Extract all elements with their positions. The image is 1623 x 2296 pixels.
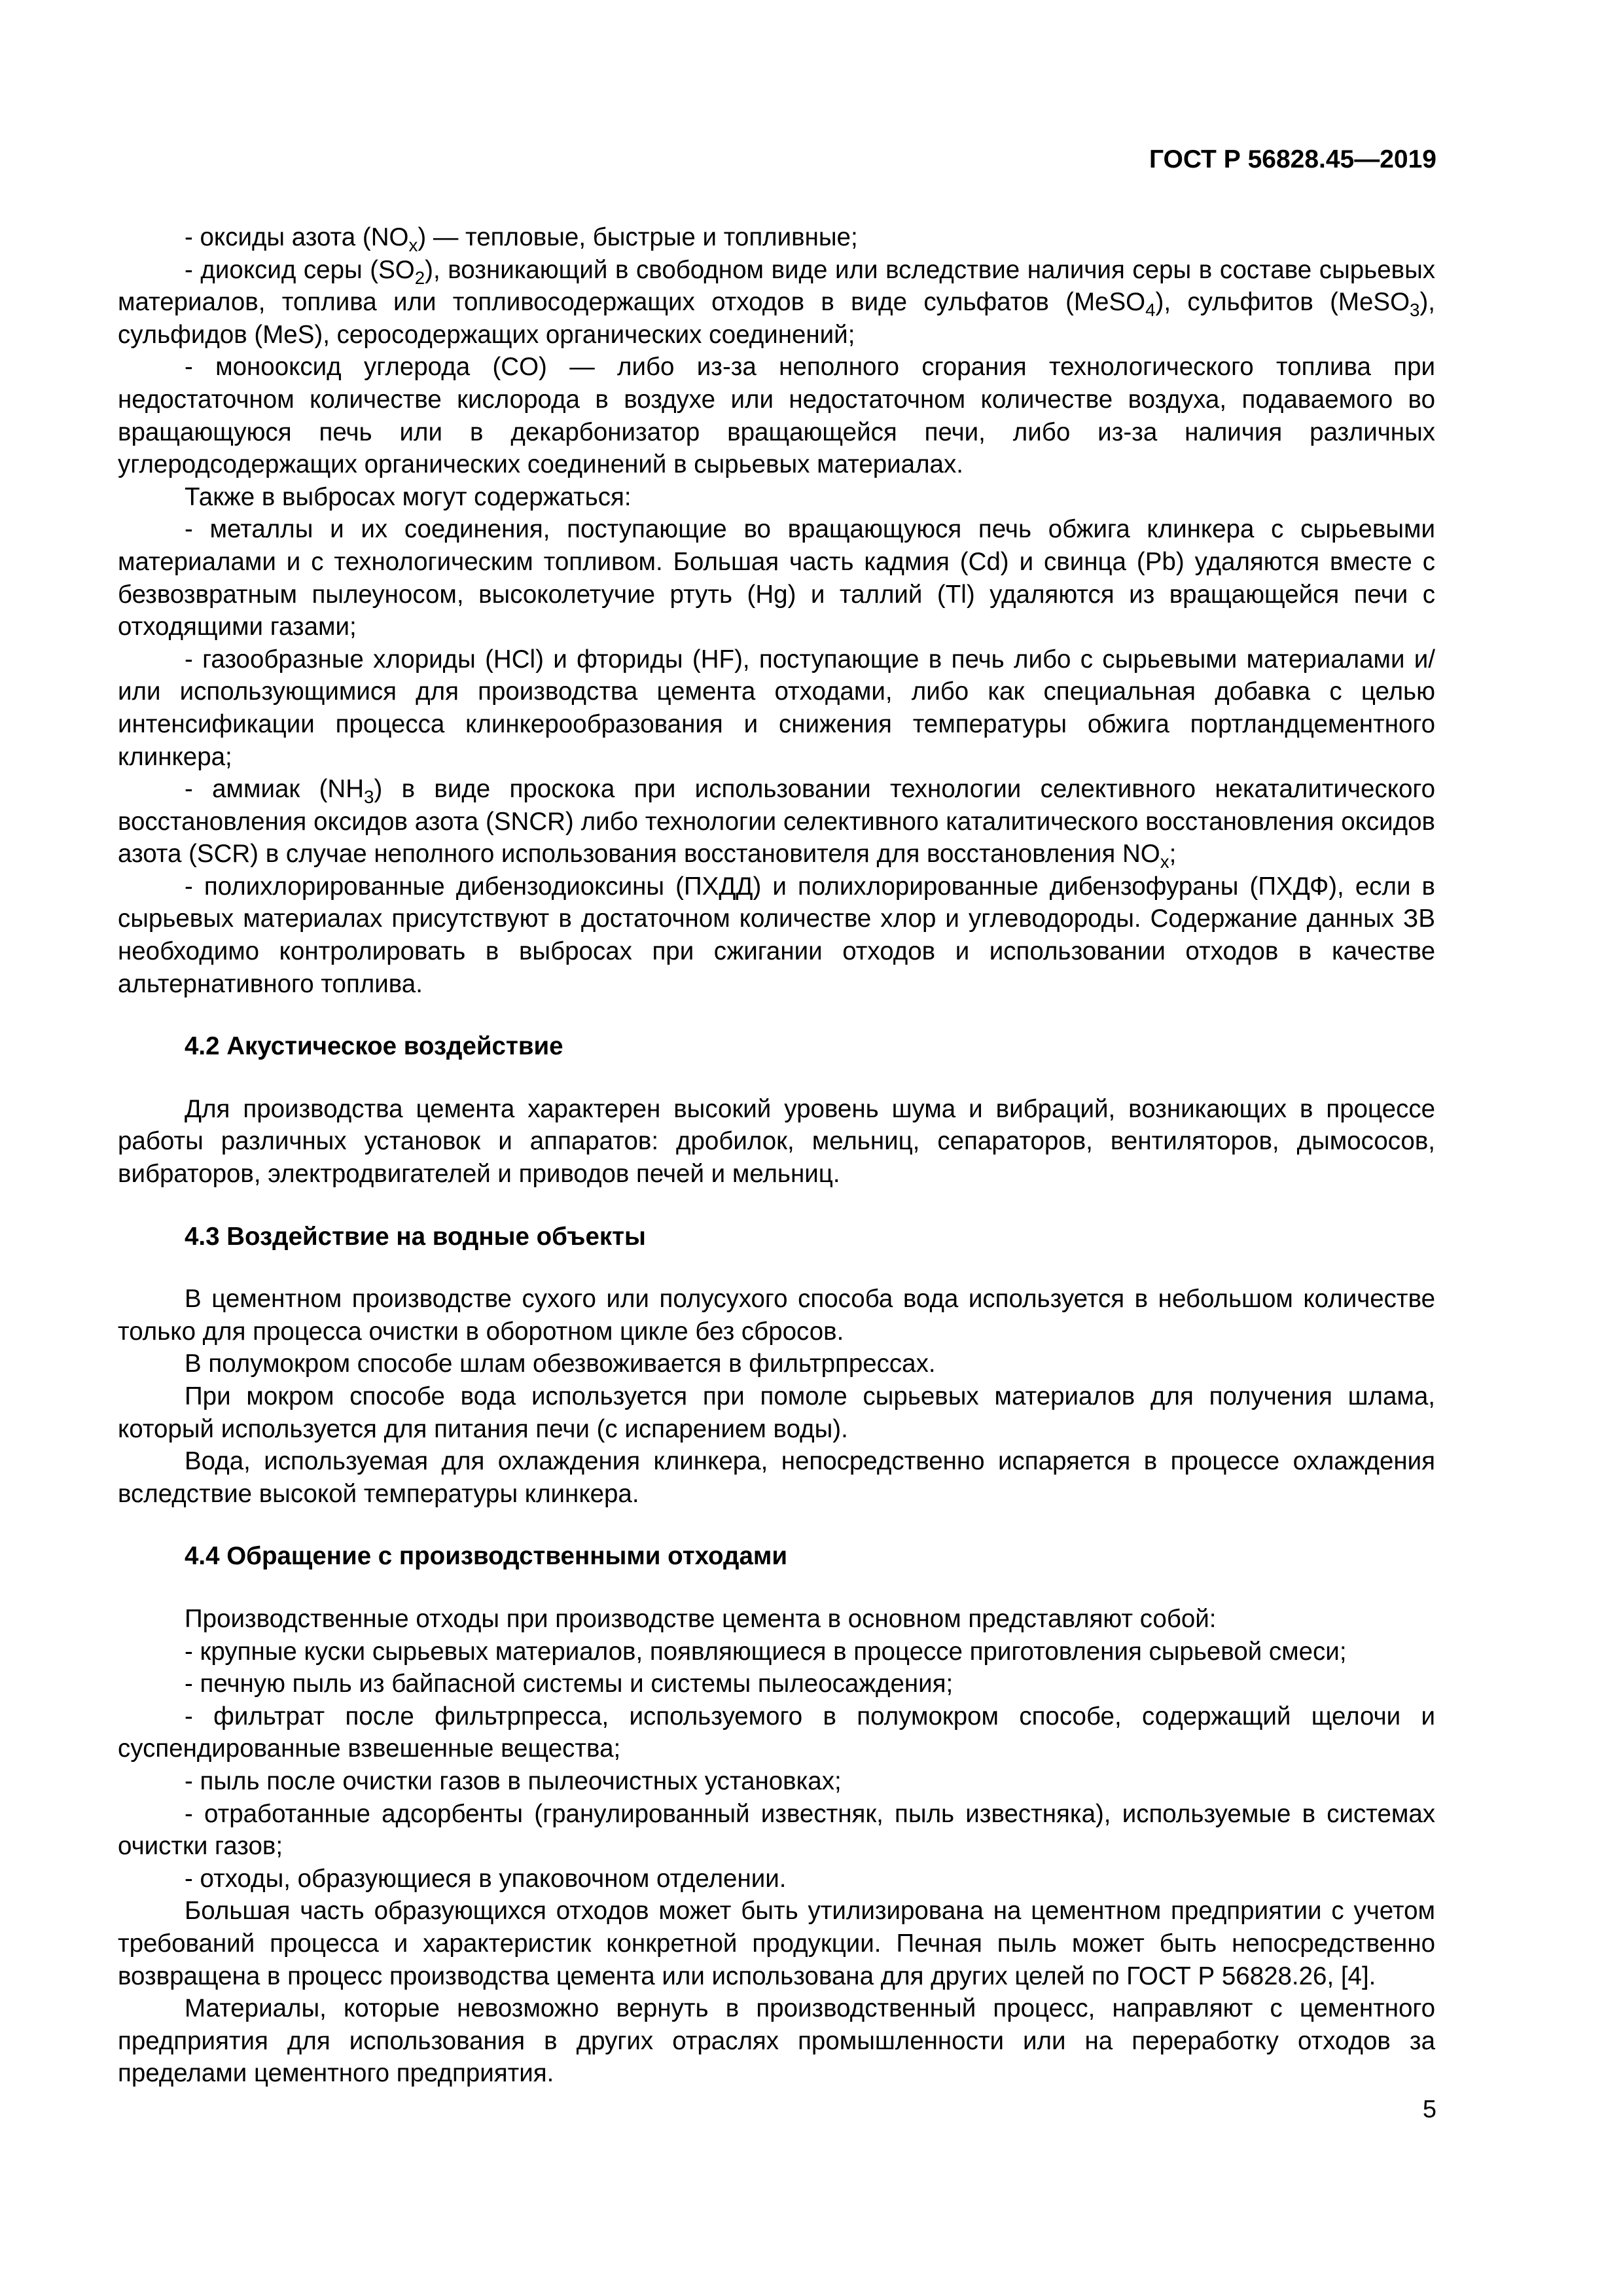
- text-run: - фильтрат после фильтрпресса, используемого в полумокром способе, содержащий щелочи и суспендированные взвешенные вещества;: [118, 1702, 1435, 1763]
- text-run: В полумокром способе шлам обезвоживается в фильтрпрессах.: [185, 1350, 936, 1378]
- paragraph: [118, 1380, 1435, 1445]
- paragraph: [118, 1445, 1435, 1510]
- paragraph: [118, 1093, 1435, 1191]
- text-run: - пыль после очистки газов в пылеочистных установках;: [185, 1767, 842, 1795]
- section-heading: [118, 1540, 1435, 1573]
- text-run: - аммиак (NH: [185, 775, 365, 804]
- paragraph: [118, 1863, 1435, 1895]
- text-run: - монооксид углерода (CO) — либо из-за неполного сгорания технологического топлива при недостаточном количестве кислорода в воздухе или недостаточном количестве воздуха, подаваемого во вращающуюся печь или в декарбонизатор вращающейся печи, либо из-за наличия различных углеродсодержащих органических соединений в сырьевых материалах.: [118, 353, 1435, 479]
- paragraph: [118, 1603, 1435, 1636]
- document-body: [118, 221, 1435, 2090]
- text-run: ), возникающий в свободном виде или вследствие наличия серы в составе сырьевых материалов, топлива или топливосодержащих отходов в виде сульфатов (MeSO: [118, 255, 1436, 317]
- paragraph: [118, 1348, 1435, 1380]
- text-run: - газообразные хлориды (HCl) и фториды (HF), поступающие в печь либо с сырьевыми материалами и/или использующимися для производства цемента отходами, либо как специальная добавка с целью интенсификации процесса клинкерообразования и снижения температуры обжига портландцементного клинкера;: [118, 645, 1435, 771]
- subscript: 2: [414, 267, 425, 288]
- paragraph: [118, 1668, 1435, 1700]
- text-run: Также в выбросах могут содержаться:: [185, 482, 632, 511]
- paragraph: [118, 1895, 1435, 1992]
- text-run: ) — тепловые, быстрые и топливные;: [418, 223, 858, 251]
- text-run: ), сульфитов (MeSO: [1155, 288, 1410, 317]
- subscript: 3: [364, 786, 374, 807]
- paragraph: [118, 1992, 1435, 2090]
- text-run: Большая часть образующихся отходов может быть утилизирована на цементном предприятии с учетом требований процесса и характеристик конкретной продукции. Печная пыль может быть непосредственно возвращена в процесс производства цемента или использована для других целей по ГОСТ Р 56828.26, [4].: [118, 1897, 1435, 1990]
- paragraph: [118, 643, 1435, 773]
- text-run: - металлы и их соединения, поступающие во вращающуюся печь обжига клинкера с сырьевыми материалами и с технологическим топливом. Большая часть кадмия (Cd) и свинца (Pb) удаляются вместе с безвозвратным пылеуносом, высоколетучие ртуть (Hg) и таллий (Tl) удаляются из вращающейся печи с отходящими газами;: [118, 515, 1435, 641]
- paragraph: [118, 1798, 1435, 1863]
- paragraph: [118, 254, 1435, 351]
- document-header: ГОСТ Р 56828.45—2019: [1149, 145, 1436, 173]
- paragraph: [118, 773, 1435, 870]
- text-run: При мокром способе вода используется при помоле сырьевых материалов для получения шлама, который используется для питания печи (с испарением воды).: [118, 1382, 1435, 1443]
- text-run: В цементном производстве сухого или полусухого способа вода используется в небольшом количестве только для процесса очистки в оборотном цикле без сбросов.: [118, 1285, 1435, 1346]
- text-run: 4.2 Акустическое воздействие: [185, 1032, 563, 1061]
- paragraph: [118, 1283, 1435, 1348]
- paragraph: [118, 481, 1435, 514]
- page-number: 5: [1422, 2096, 1436, 2123]
- paragraph: [118, 513, 1435, 643]
- paragraph: [118, 221, 1435, 254]
- text-run: Для производства цемента характерен высокий уровень шума и вибраций, возникающих в процессе работы различных установок и аппаратов: дробилок, мельниц, сепараторов, вентиляторов, дымососов, вибраторов, электродвигателей и приводов печей и мельниц.: [118, 1094, 1435, 1189]
- text-run: 4.3 Воздействие на водные объекты: [185, 1222, 646, 1251]
- text-run: ;: [1169, 840, 1177, 869]
- text-run: - крупные куски сырьевых материалов, появляющиеся в процессе приготовления сырьевой смеси;: [185, 1637, 1347, 1666]
- paragraph: [118, 870, 1435, 1000]
- section-heading: [118, 1221, 1435, 1253]
- text-run: Производственные отходы при производстве цемента в основном представляют собой:: [185, 1604, 1217, 1633]
- subscript: x: [408, 234, 418, 255]
- paragraph: [118, 1765, 1435, 1798]
- text-run: Вода, используемая для охлаждения клинкера, непосредственно испаряется в процессе охлаждения вследствие высокой температуры клинкера.: [118, 1447, 1435, 1508]
- text-run: ), сульфидов (MeS), серосодержащих органических соединений;: [118, 288, 1435, 349]
- text-run: - оксиды азота (NO: [185, 223, 409, 251]
- text-run: - отработанные адсорбенты (гранулированный известняк, пыль известняка), используемые в системах очистки газов;: [118, 1799, 1435, 1861]
- subscript: x: [1160, 852, 1169, 872]
- paragraph: [118, 1700, 1435, 1765]
- paragraph: [118, 1636, 1435, 1668]
- text-run: - полихлорированные дибензодиоксины (ПХДД) и полихлорированные дибензофураны (ПХДФ), если в сырьевых материалах присутствуют в достаточном количестве хлор и углеводороды. Содержание данных ЗВ необходимо контролировать в выбросах при сжигании отходов и использовании отходов в качестве альтернативного топлива.: [118, 872, 1435, 998]
- subscript: 4: [1145, 300, 1156, 321]
- text-run: 4.4 Обращение с производственными отходами: [185, 1542, 788, 1571]
- text-run: - печную пыль из байпасной системы и системы пылеосаждения;: [185, 1670, 954, 1698]
- text-run: Материалы, которые невозможно вернуть в производственный процесс, направляют с цементного предприятия для использования в других отраслях промышленности или на переработку отходов за пределами цементного предприятия.: [118, 1994, 1435, 2088]
- text-run: ) в виде проскока при использовании технологии селективного некаталитического восстановления оксидов азота (SNCR) либо технологии селективного каталитического восстановления оксидов азота (SCR) в случае неполного использования восстановителя для восстановления NO: [118, 775, 1435, 869]
- text-run: - отходы, образующиеся в упаковочном отделении.: [185, 1864, 787, 1893]
- text-run: - диоксид серы (SO: [185, 255, 415, 284]
- paragraph: [118, 351, 1435, 480]
- subscript: 3: [1410, 300, 1420, 321]
- section-heading: [118, 1030, 1435, 1063]
